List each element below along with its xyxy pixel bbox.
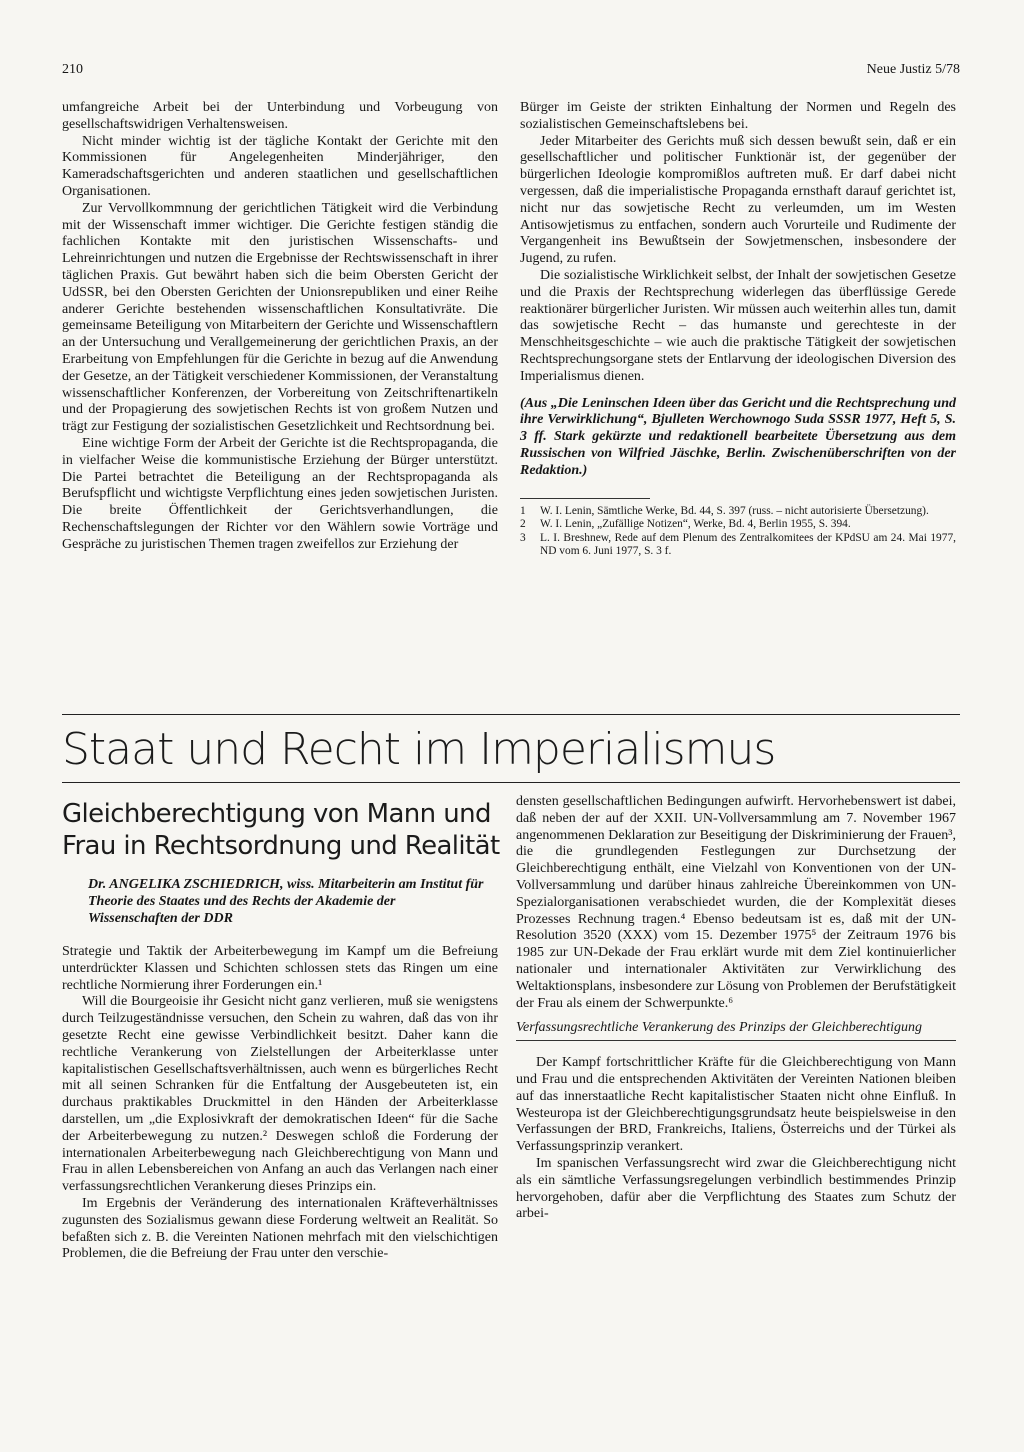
paragraph: Bürger im Geiste der strikten Einhaltung der Normen und Regeln des sozialistischen Gemeinschaftslebens bei. [520, 100, 956, 132]
footnote-text: W. I. Lenin, „Zufällige Notizen“, Werke, Bd. 4, Berlin 1955, S. 394. [540, 518, 851, 531]
footnote [520, 532, 956, 559]
subheading: Verfassungsrechtliche Verankerung des Prinzips der Gleichberechtigung [516, 1020, 956, 1041]
journal-issue: Neue Justiz 5/78 [866, 62, 960, 77]
footnote-number: 3 [520, 531, 526, 544]
section-title: Staat und Recht im Imperialismus [62, 724, 776, 775]
paragraph: Zur Vervollkommnung der gerichtlichen Tätigkeit wird die Verbindung mit der Wissenschaft immer wichtiger. Die Gerichte festigen ständig die fachlichen Kontakte mit den juristischen Wissenschafts- und Lehreinrichtungen und nutzen die Ergebnisse der Rechtswissenschaft in ihrer täglichen Praxis. Gut bewährt haben sich die beim Obersten Gericht der UdSSR, bei den Obersten Gerichten der Unionsrepubliken und einer Reihe anderer Gerichte bestehenden wissenschaftlichen Konsultativräte. Die gemeinsame Beteiligung von Mitarbeitern der Gerichte und Wissenschaftlern an der Untersuchung und Verallgemeinerung der gerichtlichen Praxis, an der Erarbeitung von Empfehlungen für die Gerichte in bezug auf die Anwendung der Gesetze, an der Tätigkeit verschiedener Kommissionen, der Veranstaltung wissenschaftlicher Konferenzen, der Vorbereitung von Zeitschriftenartikeln und der Propagierung des sowjetischen Rechts ist von großem Nutzen und trägt zur Festigung der sozialistischen Gesetzlichkeit und Rechtsordnung bei. [62, 200, 498, 435]
paragraph: Strategie und Taktik der Arbeiterbewegung im Kampf um die Befreiung unterdrückter Klassen und Schichten schlossen stets das Ringen um eine rechtliche Normierung ihrer Forderungen ein.¹ [62, 944, 498, 993]
article-title: Gleichberechtigung von Mann und Frau in Rechtsordnung und Realität [62, 799, 500, 861]
section-divider-bottom [62, 782, 960, 783]
footnote [520, 505, 956, 519]
source-note: (Aus „Die Leninschen Ideen über das Gericht und die Rechtsprechung und ihre Verwirklichung“, Bjulleten Werchownogo Suda SSSR 1977, Heft 5, S. 3 ff. Stark gekürzte und redaktionell bearbeitete Übersetzung aus dem Russischen von Wilfried Jäschke, Berlin. Zwischenüberschriften von der Redaktion.) [520, 395, 956, 478]
bottom-left-column [62, 944, 498, 1263]
paragraph: Nicht minder wichtig ist der tägliche Kontakt der Gerichte mit den Kommissionen für Angelegenheiten Minderjähriger, den Kameradschaftsgerichten und anderen staatlichen und gesellschaftlichen Organisationen. [62, 133, 498, 199]
footnote-rule [520, 498, 650, 499]
paragraph: Der Kampf fortschrittlicher Kräfte für die Gleichberechtigung von Mann und Frau und die entsprechenden Aktivitäten der Vereinten Nationen bleiben auf das innerstaatliche Recht kapitalistischer Staaten nicht ohne Einfluß. In Westeuropa ist der Gleichberechtigungsgrundsatz heute beispielsweise in den Verfassungen der BRD, Frankreichs, Italiens, Österreichs und der Türkei als Verfassungsprinzip verankert. [516, 1055, 956, 1155]
section-divider-top [62, 714, 960, 715]
footnotes [520, 505, 956, 559]
author-byline: Dr. ANGELIKA ZSCHIEDRICH, wiss. Mitarbeiterin am Institut für Theorie des Staates und des Rechts der Akademie der Wissenschaften der DDR [88, 877, 484, 926]
footnote-text: W. I. Lenin, Sämtliche Werke, Bd. 44, S. 397 (russ. – nicht autorisierte Übersetzung). [540, 504, 929, 517]
paragraph: Jeder Mitarbeiter des Gerichts muß sich dessen bewußt sein, daß er ein gesellschaftlicher und politischer Funktionär ist, der gegenüber der bürgerlichen Ideologie kompromißlos auftreten muß. Er darf dabei nicht vergessen, daß die imperialistische Propaganda ernsthaft darauf gerichtet ist, nicht nur das sowjetische Recht zu verleumden, um im Westen Antisowjetismus zu entfachen, sondern auch Vorurteile und Rudimente der Vergangenheit ins Bewußtsein der Sowjetmenschen, insbesondere der Jugend, zu rufen. [520, 133, 956, 267]
top-right-column [520, 100, 956, 559]
paragraph: umfangreiche Arbeit bei der Unterbindung und Vorbeugung von gesellschaftswidrigen Verhaltensweisen. [62, 100, 498, 132]
footnote-number: 2 [520, 518, 526, 531]
paragraph: Die sozialistische Wirklichkeit selbst, der Inhalt der sowjetischen Gesetze und die Praxis der Rechtsprechung widerlegen das überflüssige Gerede reaktionärer bürgerlicher Juristen. Wir müssen auch weiterhin alles tun, damit das sowjetische Recht – das humanste und gerechteste in der Menschheitsgeschichte – wie auch die praktische Tätigkeit der sowjetischen Rechtsprechungsorgane stets der Entlarvung der ideologischen Diversion des Imperialismus dienen. [520, 267, 956, 384]
bottom-right-column [516, 794, 956, 1223]
paragraph: densten gesellschaftlichen Bedingungen aufwirft. Hervorhebenswert ist dabei, daß neben der auf der XXII. UN-Vollversammlung am 7. November 1967 angenommenen Deklaration zur Beseitigung der Diskriminierung der Frauen³, die die grundlegenden Festlegungen zur Durchsetzung der Gleichberechtigung enthält, eine Vielzahl von Konventionen von der UN-Vollversammlung und darüber hinaus zahlreiche Übereinkommen von UN-Spezialorganisationen verabschiedet wurden, die der Komplexität dieses Prozesses Rechnung tragen.⁴ Ebenso bedeutsam ist es, daß mit der UN-Resolution 3520 (XXX) vom 15. Dezember 1975⁵ der Zeitraum 1976 bis 1985 zur UN-Dekade der Frau erklärt wurde mit dem Ziel kontinuierlicher nationaler und internationaler Aktivitäten zur Verwirklichung des Weltaktionsplans, insbesondere zur Lösung von Problemen der Berufstätigkeit der Frau als einem der Schwerpunkte.⁶ [516, 794, 956, 1011]
paragraph: Im spanischen Verfassungsrecht wird zwar die Gleichberechtigung nicht als ein sämtliche Verfassungsregelungen verbindlich bestimmendes Prinzip hervorgehoben, dafür aber die Verpflichtung des Staates zum Schutz der arbei- [516, 1155, 956, 1222]
footnote-number: 1 [520, 504, 526, 517]
footnote [520, 518, 956, 532]
paragraph: Eine wichtige Form der Arbeit der Gerichte ist die Rechtspropaganda, die in vielfacher Weise die kommunistische Erziehung der Bürger unterstützt. Die Partei betrachtet die Beteiligung an der Rechtspropaganda als Berufspflicht und wichtigste Verpflichtung eines jeden sowjetischen Juristen. Die breite Öffentlichkeit der Gerichtsverhandlungen, die Rechenschaftslegungen der Richter vor den Wählern sowie Vorträge und Gespräche zu juristischen Themen tragen zweifellos zur Erziehung der [62, 435, 498, 552]
top-left-column [62, 100, 498, 554]
footnote-text: L. I. Breshnew, Rede auf dem Plenum des Zentralkomitees der KPdSU am 24. Mai 1977, ND vom 6. Juni 1977, S. 3 f. [540, 531, 956, 558]
paragraph: Will die Bourgeoisie ihr Gesicht nicht ganz verlieren, muß sie wenigstens durch Teilzugeständnisse versuchen, den Schein zu wahren, daß das von ihr gesetzte Recht eine gewisse Verbindlichkeit besitzt. Daher kann die rechtliche Verankerung von Zielstellungen der Arbeiterklasse unter kapitalistischen Gesellschaftsverhältnissen, auch wenn es bürgerliches Recht mit all seinen Schranken für die Entfaltung der Ausgebeuteten ist, ein durchaus praktikables Druckmittel in den Händen der Arbeiterklasse darstellen, um „die Explosivkraft der demokratischen Ideen“ für die Sache der Arbeiterbewegung zu nutzen.² Deswegen schloß die Forderung der internationalen Arbeiterbewegung nach Gleichberechtigung von Mann und Frau in allen Lebensbereichen von Anfang an auch das Verlangen nach einer verfassungsrechtlichen Verankerung dieses Prinzips ein. [62, 994, 498, 1195]
page-number: 210 [62, 62, 83, 77]
paragraph: Im Ergebnis der Veränderung des internationalen Kräfteverhältnisses zugunsten des Sozialismus gewann diese Forderung weltweit an Realität. So befaßten sich z. B. die Vereinten Nationen mehrfach mit den vielschichtigen Problemen, die die Befreiung der Frau unter den verschie- [62, 1195, 498, 1262]
